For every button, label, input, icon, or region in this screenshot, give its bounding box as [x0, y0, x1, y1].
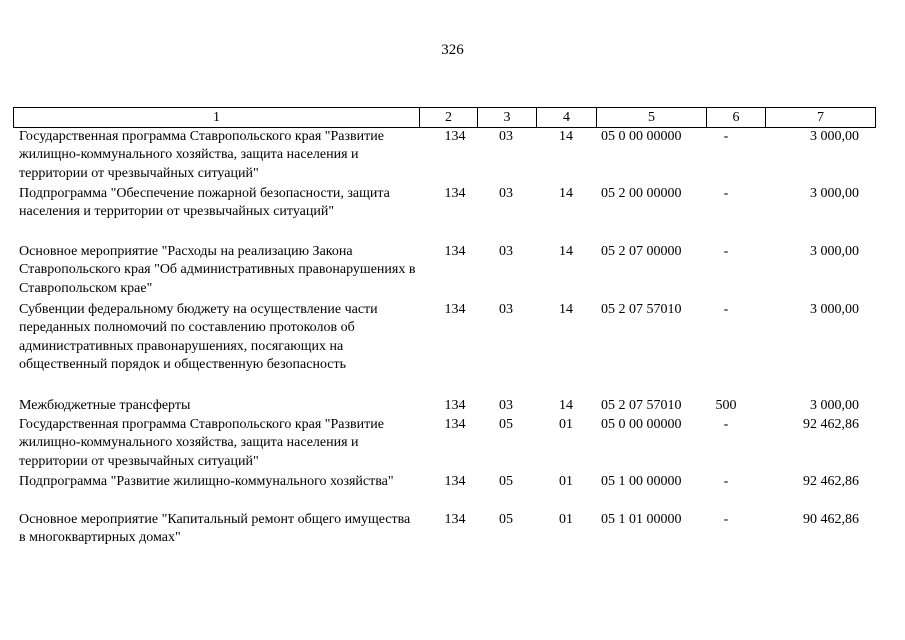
row-col-2: 134: [444, 398, 466, 413]
row-col-3: 05: [499, 474, 513, 489]
page-number: 326: [441, 42, 464, 58]
header-col-5: 5: [597, 108, 707, 128]
row-col-7: 3 000,00: [810, 244, 859, 259]
row-col-5: 05 2 00 00000: [601, 186, 682, 201]
row-name: Субвенции федеральному бюджету на осуществление части переданных полномочий по составлению протоколов об административных правонарушениях, посягающих на общественный порядок и общественную безопасность: [19, 302, 378, 372]
row-col-4: 01: [559, 512, 573, 527]
row-col-6: -: [723, 474, 729, 489]
row-col-2: 134: [444, 129, 466, 144]
row-col-3: 05: [499, 512, 513, 527]
row-name: Подпрограмма "Развитие жилищно-коммунального хозяйства": [19, 474, 394, 489]
table-header: [13, 107, 876, 128]
row-col-6: -: [723, 129, 729, 144]
row-col-7: 92 462,86: [803, 474, 859, 489]
row-name: Основное мероприятие "Капитальный ремонт общего имущества в многоквартирных домах": [19, 512, 411, 546]
row-col-6: -: [723, 302, 729, 317]
table-row: [13, 511, 865, 549]
row-col-7: 3 000,00: [810, 302, 859, 317]
row-col-2: 134: [444, 474, 466, 489]
row-col-7: 3 000,00: [810, 398, 859, 413]
row-name: Межбюджетные трансферты: [19, 398, 191, 413]
table-row: [13, 128, 865, 185]
row-col-6: -: [723, 244, 729, 259]
header-col-2: 2: [420, 108, 478, 128]
row-name: Подпрограмма "Обеспечение пожарной безопасности, защита населения и территории от чрезвычайных ситуаций": [19, 186, 390, 220]
row-col-4: 01: [559, 474, 573, 489]
row-col-7: 3 000,00: [810, 186, 859, 201]
row-col-5: 05 2 07 57010: [601, 302, 682, 317]
table-row: [13, 416, 865, 473]
row-col-4: 01: [559, 417, 573, 432]
row-col-6: 500: [715, 398, 737, 413]
row-col-3: 03: [499, 244, 513, 259]
row-col-3: 03: [499, 302, 513, 317]
table-row: [13, 473, 865, 511]
row-name: Государственная программа Ставропольского края "Развитие жилищно-коммунального хозяйства, защита населения и территории от чрезвычайных ситуаций": [19, 129, 384, 181]
row-col-5: 05 0 00 00000: [601, 129, 682, 144]
row-col-7: 90 462,86: [803, 512, 859, 527]
header-col-6: 6: [707, 108, 766, 128]
row-col-4: 14: [559, 398, 573, 413]
row-col-4: 14: [559, 186, 573, 201]
row-col-3: 03: [499, 129, 513, 144]
row-col-7: 3 000,00: [810, 129, 859, 144]
row-col-5: 05 1 01 00000: [601, 512, 682, 527]
row-col-6: -: [723, 186, 729, 201]
row-col-5: 05 2 07 57010: [601, 398, 682, 413]
header-col-3: 3: [478, 108, 537, 128]
row-col-5: 05 1 00 00000: [601, 474, 682, 489]
row-col-5: 05 0 00 00000: [601, 417, 682, 432]
row-col-4: 14: [559, 129, 573, 144]
table-row: [13, 301, 865, 397]
table-row: [13, 243, 865, 301]
table-body: [13, 128, 865, 549]
row-name: Государственная программа Ставропольского края "Развитие жилищно-коммунального хозяйства, защита населения и территории от чрезвычайных ситуаций": [19, 417, 384, 469]
row-name: Основное мероприятие "Расходы на реализацию Закона Ставропольского края "Об административных правонарушениях в Ставропольском крае": [19, 244, 416, 296]
header-col-7: 7: [766, 108, 876, 128]
row-col-6: -: [723, 512, 729, 527]
row-col-4: 14: [559, 244, 573, 259]
row-col-5: 05 2 07 00000: [601, 244, 682, 259]
row-col-2: 134: [444, 512, 466, 527]
row-col-2: 134: [444, 417, 466, 432]
row-col-2: 134: [444, 302, 466, 317]
row-col-3: 05: [499, 417, 513, 432]
header-col-1: 1: [14, 108, 420, 128]
header-col-4: 4: [537, 108, 597, 128]
row-col-2: 134: [444, 186, 466, 201]
table-row: [13, 185, 865, 243]
row-col-3: 03: [499, 186, 513, 201]
row-col-3: 03: [499, 398, 513, 413]
row-col-7: 92 462,86: [803, 417, 859, 432]
row-col-4: 14: [559, 302, 573, 317]
row-col-6: -: [723, 417, 729, 432]
row-col-2: 134: [444, 244, 466, 259]
table-row: [13, 397, 865, 416]
